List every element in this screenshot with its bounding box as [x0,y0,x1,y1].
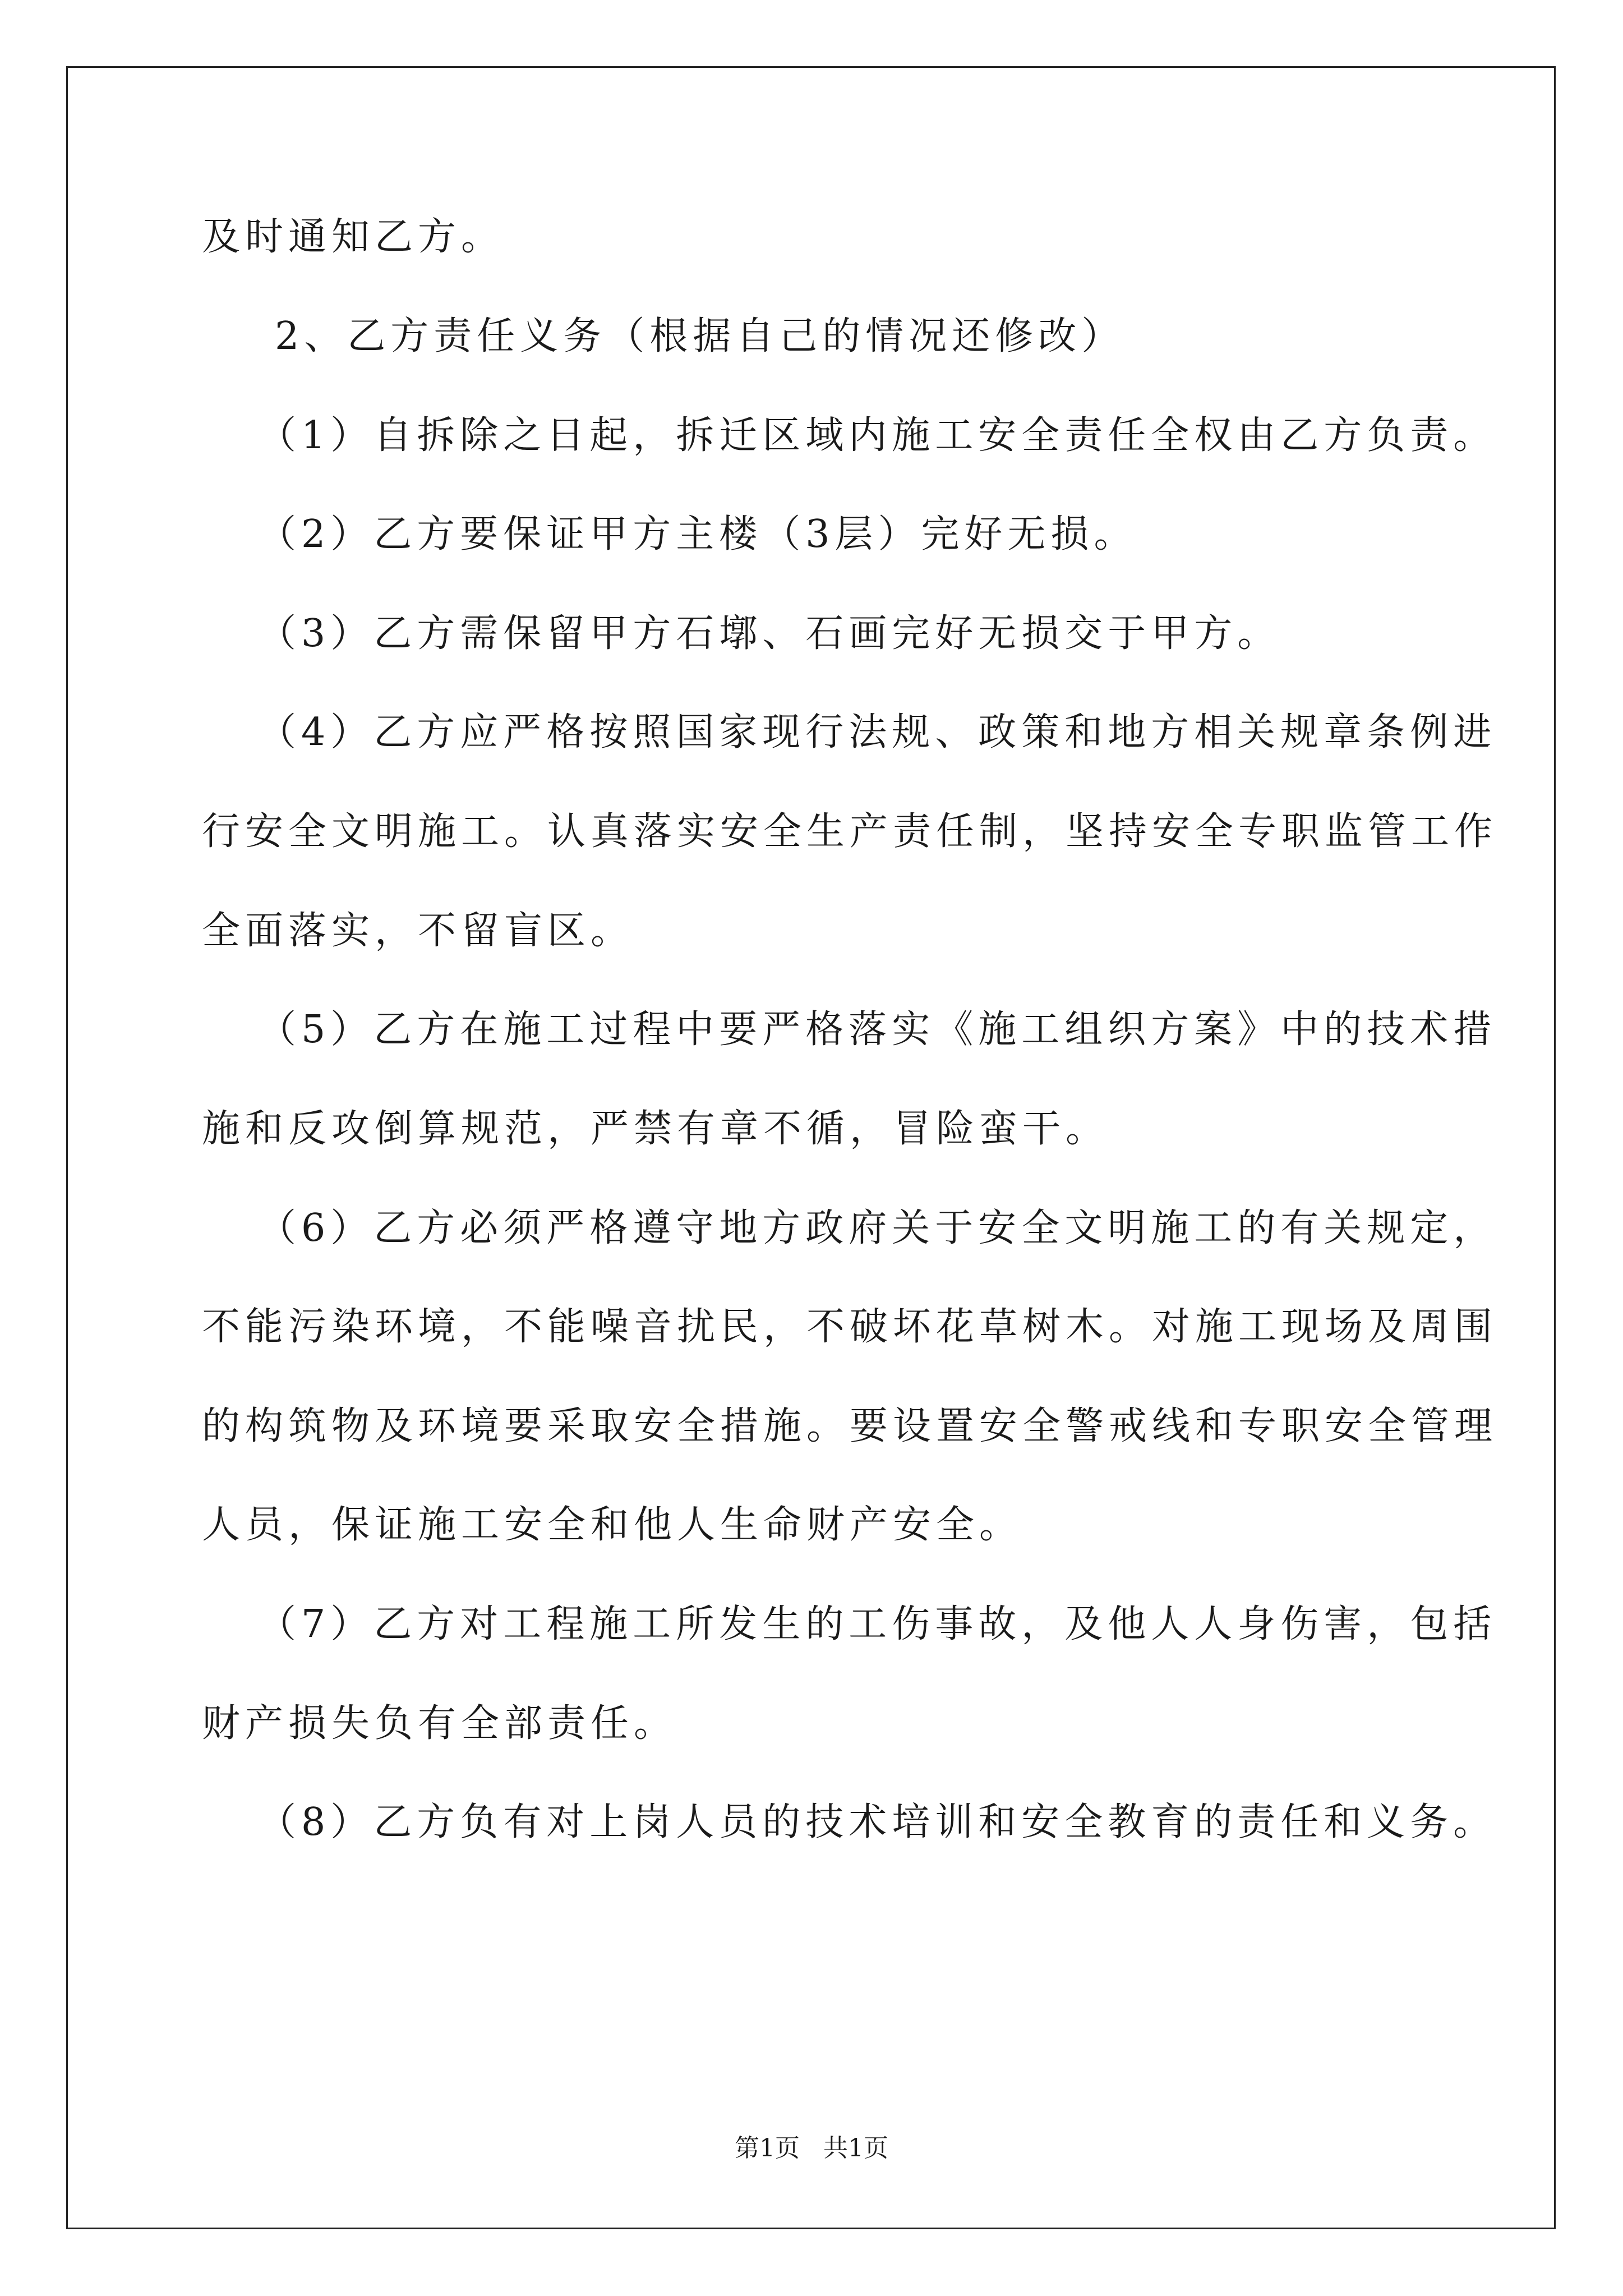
text-line: （7）乙方对工程施工所发生的工伤事故，及他人人身伤害，包括 [258,1602,1497,1646]
section-heading: 2、乙方责任义务（根据自己的情况还修改） [275,314,1125,358]
text-line: 人员，保证施工安全和他人生命财产安全。 [202,1503,1023,1547]
text-line: 的构筑物及环境要采取安全措施。要设置安全警戒线和专职安全管理 [202,1404,1498,1448]
text-line: 不能污染环境，不能噪音扰民，不破坏花草树木。对施工现场及周围 [202,1305,1498,1349]
text-line: （1）自拆除之日起，拆迁区域内施工安全责任全权由乙方负责。 [258,413,1497,458]
text-line: （4）乙方应严格按照国家现行法规、政策和地方相关规章条例进 [258,710,1497,754]
text-line: （5）乙方在施工过程中要严格落实《施工组织方案》中的技术措 [258,1007,1497,1052]
text-line: 施和反攻倒算规范，严禁有章不循，冒险蛮干。 [202,1107,1109,1151]
page-number-footer: 第1页 共1页 [735,2134,888,2162]
text-line: （8）乙方负有对上岗人员的技术培训和安全教育的责任和义务。 [258,1800,1497,1844]
text-line: 行安全文明施工。认真落实安全生产责任制，坚持安全专职监管工作 [202,809,1498,854]
text-line: 财产损失负有全部责任。 [202,1701,677,1746]
text-line: 及时通知乙方。 [202,215,505,259]
text-line: （6）乙方必须严格遵守地方政府关于安全文明施工的有关规定， [258,1206,1497,1250]
text-line: 全面落实，不留盲区。 [202,909,634,953]
text-line: （2）乙方要保证甲方主楼（3层）完好无损。 [258,512,1137,556]
text-line: （3）乙方需保留甲方石墎、石画完好无损交于甲方。 [258,611,1281,656]
